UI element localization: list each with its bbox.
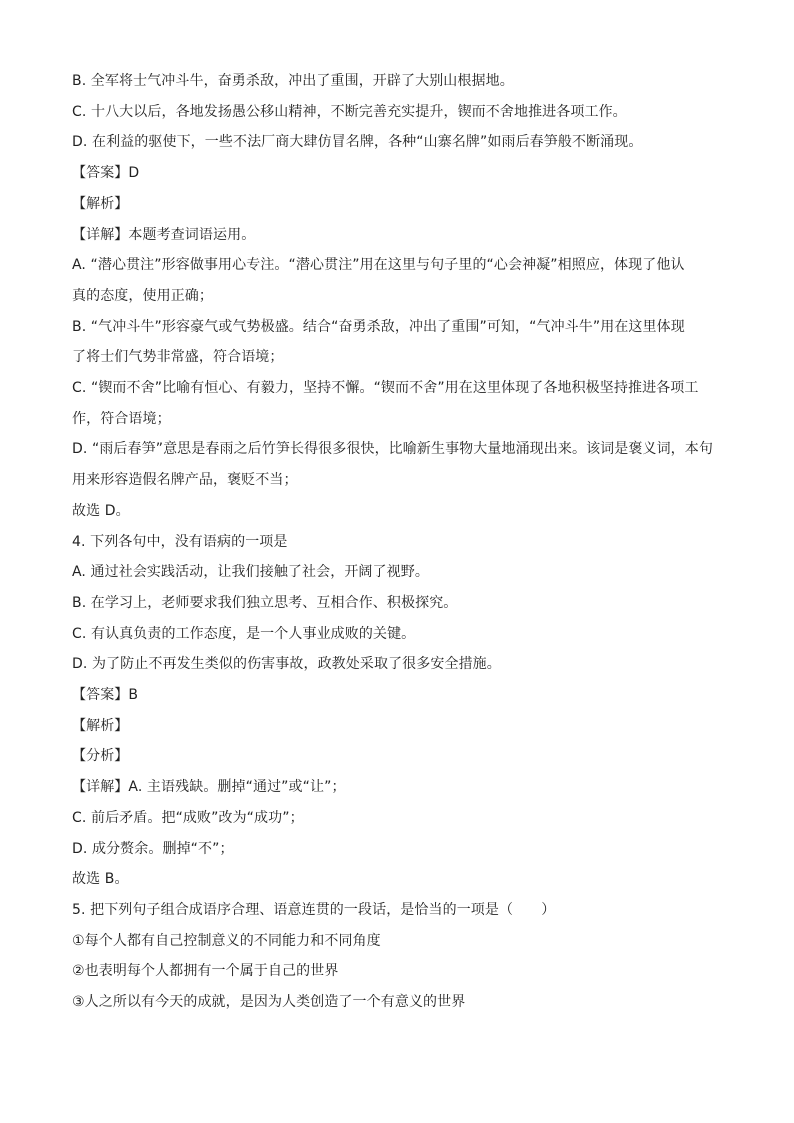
- option-d-sentence: D. 在利益的驱使下，一些不法厂商大肆仿冒名牌，各种“山寨名牌”如雨后春笋般不断涌现。: [72, 134, 643, 151]
- q5-sentence-2: ②也表明每个人都拥有一个属于自己的世界: [72, 963, 339, 980]
- q4-detail-d: D. 成分赘余。删掉“不”；: [72, 840, 234, 857]
- detail-d-line-2: 用来形容造假名牌产品，褒贬不当；: [72, 472, 298, 489]
- question-4-title: 4. 下列各句中，没有语病的一项是: [72, 533, 288, 550]
- q4-option-c: C. 有认真负责的工作态度，是一个人事业成败的关键。: [72, 625, 416, 642]
- q4-detail-c: C. 前后矛盾。把“成败”改为“成功”；: [72, 809, 304, 826]
- conclusion: 故选 D。: [72, 502, 130, 519]
- document-body: [72, 66, 732, 1018]
- detail-intro: 【详解】本题考查词语运用。: [72, 226, 256, 243]
- detail-b-line-2: 了将士们气势非常盛，符合语境；: [72, 349, 284, 366]
- detail-c-line-1: C. “锲而不舍”比喻有恒心、有毅力，坚持不懈。“锲而不舍”用在这里体现了各地积极坚持推进各项工: [72, 380, 699, 397]
- q4-option-d: D. 为了防止不再发生类似的伤害事故，政教处采取了很多安全措施。: [72, 656, 501, 673]
- q4-fenxi-label: 【分析】: [72, 748, 129, 765]
- detail-a-line-2: 真的态度，使用正确；: [72, 287, 213, 304]
- option-c-sentence: C. 十八大以后，各地发扬愚公移山精神，不断完善充实提升，锲而不舍地推进各项工作。: [72, 103, 627, 120]
- question-5-title: 5. 把下列句子组合成语序合理、语意连贯的一段话，是恰当的一项是（ ）: [72, 901, 556, 918]
- option-b-sentence: B. 全军将士气冲斗牛，奋勇杀敌，冲出了重围，开辟了大别山根据地。: [72, 73, 514, 89]
- detail-c-line-2: 作，符合语境；: [72, 410, 171, 427]
- detail-d-line-1: D. “雨后春笋”意思是春雨之后竹笋长得很多很快，比喻新生事物大量地涌现出来。该词是褒义词，本句: [72, 441, 713, 458]
- q4-conclusion: 故选 B。: [72, 871, 129, 888]
- q4-option-b: B. 在学习上，老师要求我们独立思考、互相合作、积极探究。: [72, 594, 458, 611]
- q5-sentence-3: ③人之所以有今天的成就，是因为人类创造了一个有意义的世界: [72, 994, 466, 1011]
- detail-b-line-1: B. “气冲斗牛”形容豪气或气势极盛。结合“奋勇杀敌，冲出了重围”可知，“气冲斗牛”用在这里体现: [72, 318, 685, 335]
- q4-option-a: A. 通过社会实践活动，让我们接触了社会，开阔了视野。: [72, 564, 429, 581]
- q4-detail-a: 【详解】A. 主语残缺。删掉“通过”或“让”；: [72, 779, 346, 796]
- q4-analysis-label: 【解析】: [72, 717, 129, 734]
- detail-a-line-1: A. “潜心贯注”形容做事用心专注。“潜心贯注”用在这里与句子里的“心会神凝”相照应，体现了他认: [72, 257, 685, 274]
- q4-answer-label: 【答案】B: [72, 687, 139, 704]
- answer-label: 【答案】D: [72, 165, 140, 182]
- analysis-label: 【解析】: [72, 195, 129, 212]
- q5-sentence-1: ①每个人都有自己控制意义的不同能力和不同角度: [72, 932, 381, 949]
